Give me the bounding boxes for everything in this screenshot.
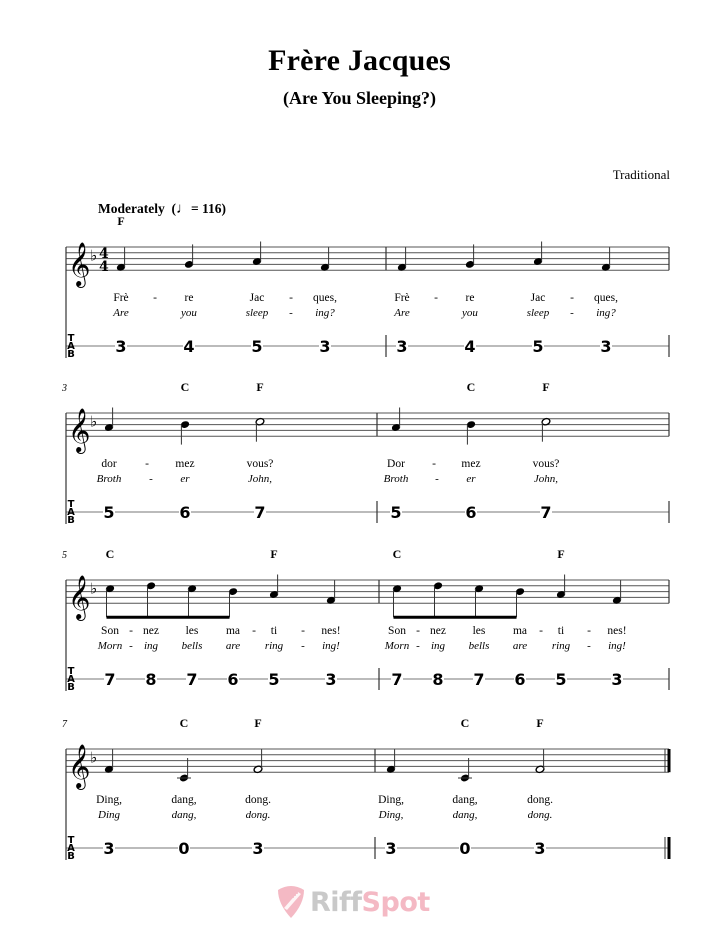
tab-fret-number: 3 bbox=[611, 670, 623, 689]
lyric-french: re bbox=[465, 292, 475, 304]
lyric-french: ti bbox=[270, 625, 278, 637]
lyric-english: - bbox=[301, 640, 305, 652]
lyric-french: - bbox=[587, 625, 591, 637]
lyric-french: - bbox=[434, 292, 438, 304]
chord-symbol: F bbox=[117, 214, 125, 228]
lyric-english: ring bbox=[264, 640, 284, 652]
tab-fret-number: 3 bbox=[325, 670, 337, 689]
tab-fret-number: 3 bbox=[385, 839, 397, 858]
tab-fret-number: 6 bbox=[179, 503, 191, 522]
tab-fret-number: 5 bbox=[251, 337, 263, 356]
tempo-text: Moderately bbox=[98, 201, 165, 216]
lyric-english: - bbox=[587, 640, 591, 652]
tab-fret-number: 5 bbox=[390, 503, 402, 522]
lyric-english: you bbox=[462, 307, 478, 319]
lyric-french: ques, bbox=[594, 292, 618, 304]
lyric-english: - bbox=[435, 473, 439, 485]
lyric-french: vous? bbox=[532, 458, 560, 470]
guitar-pick-icon bbox=[276, 884, 306, 920]
lyric-french: Jac bbox=[249, 292, 265, 304]
tab-label: T bbox=[67, 333, 75, 344]
lyric-french: - bbox=[416, 625, 420, 637]
lyric-french: nez bbox=[143, 625, 159, 637]
tab-fret-number: 7 bbox=[186, 670, 198, 689]
lyric-english: Broth bbox=[383, 473, 409, 485]
lyric-french: Frè bbox=[113, 292, 129, 304]
tab-fret-number: 7 bbox=[540, 503, 552, 522]
lyric-french: dor bbox=[101, 458, 117, 470]
lyric-english: - bbox=[289, 307, 293, 319]
tab-fret-number: 7 bbox=[391, 670, 403, 689]
lyric-french: - bbox=[301, 625, 305, 637]
tab-fret-number: 7 bbox=[104, 670, 116, 689]
tab-fret-number: 0 bbox=[178, 839, 190, 858]
tab-fret-number: 8 bbox=[145, 670, 157, 689]
tab-label: A bbox=[67, 674, 75, 685]
tab-fret-number: 5 bbox=[103, 503, 115, 522]
lyric-french: Jac bbox=[530, 292, 546, 304]
logo-spot-text: Spot bbox=[361, 886, 430, 918]
chord-symbol: F bbox=[557, 547, 565, 561]
measure-number: 7 bbox=[62, 719, 67, 730]
lyric-english: are bbox=[225, 640, 241, 652]
chord-symbol: C bbox=[179, 716, 189, 730]
chord-symbol: F bbox=[536, 716, 544, 730]
lyric-french: dong. bbox=[527, 794, 553, 806]
lyric-french: nes! bbox=[607, 625, 627, 637]
tempo-value: = 116) bbox=[190, 201, 227, 216]
tab-fret-number: 4 bbox=[183, 337, 195, 356]
lyric-french: - bbox=[570, 292, 574, 304]
lyric-french: ma bbox=[512, 625, 528, 637]
lyric-english: sleep bbox=[526, 307, 550, 319]
chord-symbol: C bbox=[466, 380, 476, 394]
lyric-french: Son bbox=[388, 625, 406, 637]
lyric-english: dang, bbox=[452, 809, 478, 821]
lyric-french: - bbox=[539, 625, 543, 637]
lyric-english: dang, bbox=[171, 809, 197, 821]
treble-clef-icon: 𝄞 bbox=[68, 242, 91, 287]
riffspot-logo bbox=[276, 884, 430, 920]
chord-symbol: F bbox=[254, 716, 262, 730]
tab-fret-number: 5 bbox=[532, 337, 544, 356]
lyric-french: re bbox=[184, 292, 194, 304]
lyric-english: - bbox=[416, 640, 420, 652]
lyric-english: John, bbox=[247, 473, 273, 485]
lyric-french: dang, bbox=[171, 794, 197, 806]
lyric-french: dang, bbox=[452, 794, 478, 806]
tab-fret-number: 5 bbox=[268, 670, 280, 689]
lyric-french: nez bbox=[430, 625, 446, 637]
lyric-french: Dor bbox=[387, 458, 405, 470]
lyric-english: dong. bbox=[527, 809, 553, 821]
tab-fret-number: 3 bbox=[600, 337, 612, 356]
lyric-french: nes! bbox=[321, 625, 341, 637]
chord-symbol: F bbox=[542, 380, 550, 394]
composer-credit: Traditional bbox=[612, 167, 670, 182]
tab-fret-number: 0 bbox=[459, 839, 471, 858]
lyric-french: dong. bbox=[245, 794, 271, 806]
tab-fret-number: 5 bbox=[555, 670, 567, 689]
lyric-english: ing? bbox=[315, 307, 335, 319]
tab-label: T bbox=[67, 666, 75, 677]
tab-fret-number: 6 bbox=[465, 503, 477, 522]
lyric-english: Broth bbox=[96, 473, 122, 485]
lyric-french: - bbox=[432, 458, 436, 470]
chord-symbol: F bbox=[270, 547, 278, 561]
tab-label: A bbox=[67, 843, 75, 854]
treble-clef-icon: 𝄞 bbox=[68, 408, 91, 453]
lyric-french: - bbox=[289, 292, 293, 304]
lyric-english: Morn bbox=[384, 640, 410, 652]
flat-key-signature-icon: ♭ bbox=[90, 412, 98, 431]
tab-label: B bbox=[67, 349, 75, 360]
lyric-english: John, bbox=[533, 473, 559, 485]
lyric-english: Ding bbox=[98, 809, 120, 821]
lyric-french: Ding, bbox=[378, 794, 404, 806]
lyric-english: ring bbox=[551, 640, 571, 652]
lyric-english: are bbox=[512, 640, 528, 652]
lyric-english: Morn bbox=[97, 640, 123, 652]
treble-clef-icon: 𝄞 bbox=[68, 575, 91, 620]
lyric-french: ma bbox=[225, 625, 241, 637]
lyric-french: les bbox=[185, 625, 199, 637]
lyric-french: les bbox=[472, 625, 486, 637]
time-signature-bottom: 4 bbox=[99, 259, 109, 276]
treble-clef-icon: 𝄞 bbox=[68, 744, 91, 789]
tab-fret-number: 6 bbox=[514, 670, 526, 689]
song-title: Frère Jacques bbox=[268, 44, 451, 77]
flat-key-signature-icon: ♭ bbox=[90, 748, 98, 767]
lyric-english: you bbox=[181, 307, 197, 319]
chord-symbol: C bbox=[460, 716, 470, 730]
tab-fret-number: 6 bbox=[227, 670, 239, 689]
tab-fret-number: 3 bbox=[319, 337, 331, 356]
measure-number: 5 bbox=[62, 550, 67, 561]
tab-label: B bbox=[67, 851, 75, 862]
lyric-english: - bbox=[149, 473, 153, 485]
lyric-french: - bbox=[153, 292, 157, 304]
flat-key-signature-icon: ♭ bbox=[90, 579, 98, 598]
lyric-french: - bbox=[145, 458, 149, 470]
tab-fret-number: 8 bbox=[432, 670, 444, 689]
lyric-french: - bbox=[129, 625, 133, 637]
song-subtitle: (Are You Sleeping?) bbox=[283, 88, 436, 108]
lyric-english: ing! bbox=[322, 640, 340, 652]
lyric-french: - bbox=[252, 625, 256, 637]
lyric-french: mez bbox=[175, 458, 195, 470]
lyric-english: dong. bbox=[245, 809, 271, 821]
lyric-english: ing! bbox=[608, 640, 626, 652]
lyric-french: ti bbox=[557, 625, 565, 637]
tab-fret-number: 4 bbox=[464, 337, 476, 356]
lyric-english: ing bbox=[430, 640, 446, 652]
lyric-english: bells bbox=[468, 640, 490, 652]
chord-symbol: F bbox=[256, 380, 264, 394]
chord-symbol: C bbox=[180, 380, 190, 394]
lyric-french: ques, bbox=[313, 292, 337, 304]
tab-label: B bbox=[67, 515, 75, 526]
lyric-french: Frè bbox=[394, 292, 410, 304]
lyric-english: er bbox=[466, 473, 476, 485]
tempo-open-paren: ( bbox=[171, 201, 176, 216]
lyric-english: - bbox=[570, 307, 574, 319]
tab-fret-number: 3 bbox=[115, 337, 127, 356]
tab-fret-number: 3 bbox=[534, 839, 546, 858]
chord-symbol: C bbox=[105, 547, 115, 561]
lyric-french: Son bbox=[101, 625, 119, 637]
lyric-english: sleep bbox=[245, 307, 269, 319]
tab-fret-number: 7 bbox=[473, 670, 485, 689]
tab-fret-number: 3 bbox=[396, 337, 408, 356]
logo-riff-text: Riff bbox=[310, 886, 362, 918]
lyric-english: Are bbox=[113, 307, 129, 319]
lyric-french: Ding, bbox=[96, 794, 122, 806]
lyric-french: mez bbox=[461, 458, 481, 470]
chord-symbol: C bbox=[392, 547, 402, 561]
measure-number: 3 bbox=[62, 383, 67, 394]
tab-label: B bbox=[67, 682, 75, 693]
lyric-english: er bbox=[180, 473, 190, 485]
tab-fret-number: 7 bbox=[254, 503, 266, 522]
time-signature-top: 4 bbox=[99, 246, 109, 263]
lyric-english: Are bbox=[394, 307, 410, 319]
tab-label: T bbox=[67, 835, 75, 846]
lyric-english: ing bbox=[143, 640, 159, 652]
tab-fret-number: 3 bbox=[252, 839, 264, 858]
tab-label: A bbox=[67, 341, 75, 352]
quarter-note-icon: ♩ bbox=[175, 201, 191, 217]
lyric-english: ing? bbox=[596, 307, 616, 319]
lyric-english: - bbox=[129, 640, 133, 652]
tab-label: T bbox=[67, 499, 75, 510]
lyric-french: vous? bbox=[246, 458, 274, 470]
tab-fret-number: 3 bbox=[103, 839, 115, 858]
lyric-english: bells bbox=[181, 640, 203, 652]
tab-label: A bbox=[67, 507, 75, 518]
lyric-english: Ding, bbox=[378, 809, 404, 821]
flat-key-signature-icon: ♭ bbox=[90, 246, 98, 265]
